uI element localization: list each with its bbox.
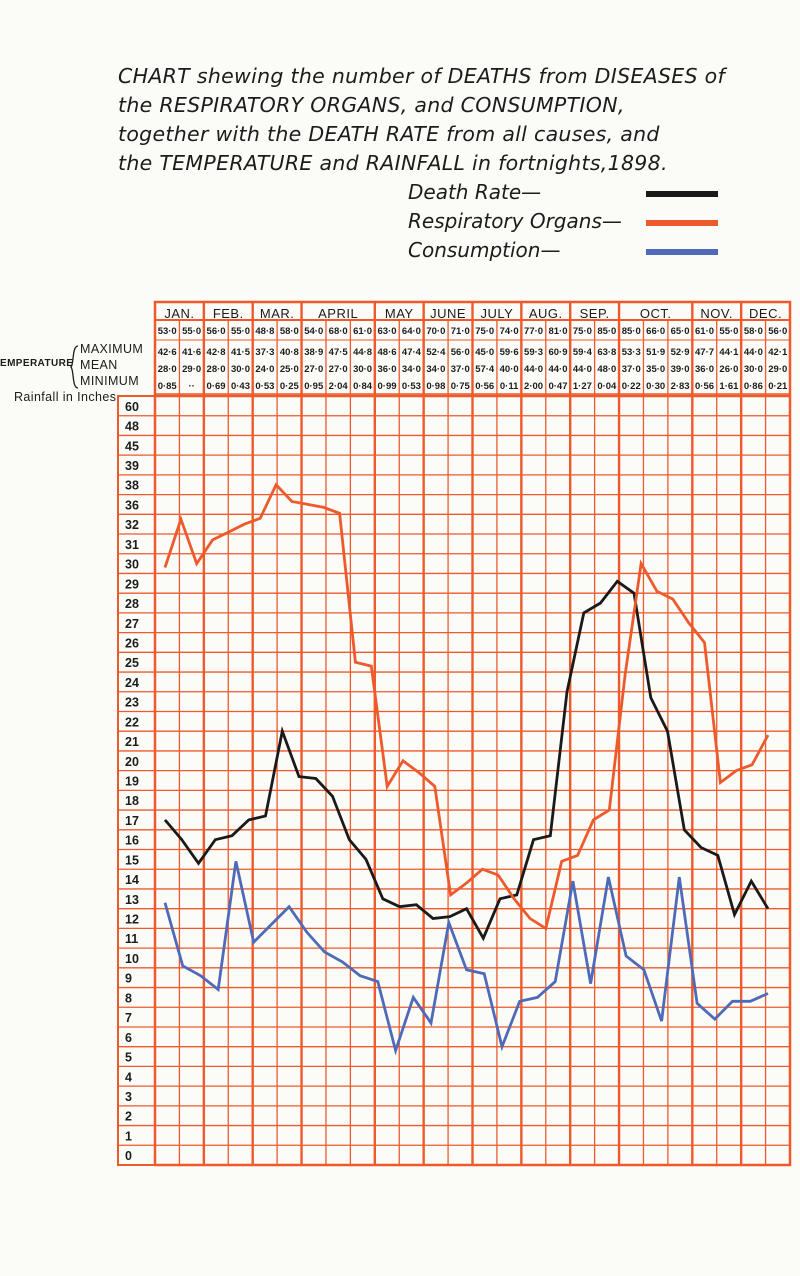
- table-cell-rainfall: 0·95: [304, 381, 324, 392]
- table-cell-maximum: 55·0: [182, 326, 202, 337]
- table-cell-mean: 59·4: [572, 347, 592, 358]
- month-label: OCT.: [639, 306, 672, 321]
- y-tick-label: 13: [125, 892, 139, 907]
- y-tick-label: 23: [125, 695, 139, 710]
- month-label: DEC.: [749, 306, 783, 321]
- table-cell-minimum: 57·4: [475, 364, 495, 375]
- table-cell-maximum: 63·0: [377, 326, 397, 337]
- label-mean: MEAN: [80, 358, 118, 372]
- table-cell-rainfall: 0·69: [206, 381, 226, 392]
- table-cell-minimum: 30·0: [743, 364, 763, 375]
- y-tick-label: 39: [125, 459, 139, 474]
- table-cell-mean: 44·0: [743, 347, 763, 358]
- month-label: MAR.: [259, 306, 295, 321]
- table-cell-maximum: 74·0: [499, 326, 519, 337]
- table-cell-maximum: 68·0: [328, 326, 348, 337]
- table-cell-mean: 63·8: [597, 347, 617, 358]
- table-cell-mean: 42·8: [206, 347, 226, 358]
- table-cell-minimum: 36·0: [377, 364, 397, 375]
- month-label: JULY: [480, 306, 514, 321]
- y-tick-label: 29: [125, 577, 139, 592]
- table-cell-mean: 44·8: [353, 347, 373, 358]
- table-cell-minimum: 44·0: [548, 364, 568, 375]
- month-label: AUG.: [528, 306, 563, 321]
- table-cell-mean: 47·4: [401, 347, 421, 358]
- title-line-3: together with the DEATH RATE from all causes, and: [118, 122, 660, 146]
- table-cell-maximum: 71·0: [450, 326, 470, 337]
- table-cell-rainfall: 0·30: [646, 381, 666, 392]
- table-cell-mean: 42·1: [768, 347, 788, 358]
- table-cell-mean: 48·6: [377, 347, 397, 358]
- y-tick-label: 17: [125, 813, 139, 828]
- table-cell-mean: 59·6: [499, 347, 519, 358]
- table-cell-rainfall: 0·04: [597, 381, 617, 392]
- table-cell-rainfall: 0·99: [377, 381, 397, 392]
- table-cell-rainfall: 0·25: [279, 381, 299, 392]
- series-respiratory-organs: [165, 485, 768, 929]
- y-tick-label: 3: [125, 1089, 132, 1104]
- table-cell-mean: 38·9: [304, 347, 324, 358]
- table-cell-minimum: 35·0: [646, 364, 666, 375]
- table-cell-maximum: 55·0: [719, 326, 739, 337]
- table-cell-rainfall: 0·53: [401, 381, 421, 392]
- table-cell-maximum: 66·0: [646, 326, 666, 337]
- y-tick-label: 5: [125, 1050, 132, 1065]
- y-tick-label: 4: [125, 1070, 132, 1085]
- y-tick-label: 30: [125, 557, 139, 572]
- y-tick-label: 8: [125, 991, 132, 1006]
- table-cell-minimum: 40·0: [499, 364, 519, 375]
- table-cell-minimum: 48·0: [597, 364, 617, 375]
- y-tick-label: 0: [125, 1149, 132, 1164]
- month-label: NOV.: [700, 306, 734, 321]
- table-cell-minimum: 37·0: [621, 364, 641, 375]
- y-tick-label: 31: [125, 537, 139, 552]
- table-cell-rainfall: 1·61: [719, 381, 739, 392]
- title-line-4: the TEMPERATURE and RAINFALL in fortnights,1898.: [118, 151, 668, 175]
- table-cell-maximum: 65·0: [670, 326, 690, 337]
- table-cell-mean: 56·0: [450, 347, 470, 358]
- table-cell-maximum: 61·0: [353, 326, 373, 337]
- y-tick-label: 21: [125, 735, 139, 750]
- table-cell-maximum: 70·0: [426, 326, 446, 337]
- table-cell-rainfall: 0·21: [768, 381, 788, 392]
- table-cell-minimum: 37·0: [450, 364, 470, 375]
- table-cell-rainfall: 2·00: [524, 381, 544, 392]
- table-cell-rainfall: 0·53: [255, 381, 275, 392]
- y-tick-label: 10: [125, 951, 139, 966]
- label-rainfall: Rainfall in Inches: [14, 390, 117, 404]
- month-label: JUNE: [430, 306, 467, 321]
- table-cell-minimum: 30·0: [353, 364, 373, 375]
- table-cell-maximum: 58·0: [743, 326, 763, 337]
- y-tick-label: 25: [125, 656, 139, 671]
- table-cell-minimum: 27·0: [328, 364, 348, 375]
- month-label: JAN.: [164, 306, 195, 321]
- table-cell-maximum: 56·0: [206, 326, 226, 337]
- table-cell-rainfall: 2·83: [670, 381, 690, 392]
- y-tick-label: 22: [125, 715, 139, 730]
- y-tick-label: 11: [125, 932, 139, 947]
- table-cell-mean: 53·3: [621, 347, 641, 358]
- y-tick-label: 19: [125, 774, 139, 789]
- table-cell-maximum: 75·0: [475, 326, 495, 337]
- table-cell-maximum: 56·0: [768, 326, 788, 337]
- series-consumption: [165, 861, 768, 1050]
- table-cell-minimum: 34·0: [426, 364, 446, 375]
- table-cell-rainfall: 0·86: [743, 381, 763, 392]
- table-cell-maximum: 54·0: [304, 326, 324, 337]
- table-cell-minimum: 44·0: [572, 364, 592, 375]
- table-cell-rainfall: 0·98: [426, 381, 446, 392]
- month-label: APRIL: [318, 306, 359, 321]
- table-cell-rainfall: 0·22: [621, 381, 641, 392]
- y-tick-label: 20: [125, 754, 139, 769]
- table-cell-maximum: 77·0: [524, 326, 544, 337]
- table-cell-minimum: 39·0: [670, 364, 690, 375]
- y-tick-label: 36: [125, 498, 139, 513]
- table-cell-mean: 40·8: [279, 347, 299, 358]
- table-cell-minimum: 29·0: [768, 364, 788, 375]
- table-cell-rainfall: 0·47: [548, 381, 568, 392]
- table-cell-maximum: 85·0: [597, 326, 617, 337]
- table-cell-maximum: 58·0: [279, 326, 299, 337]
- y-tick-label: 1: [125, 1129, 132, 1144]
- label-minimum: MINIMUM: [80, 374, 140, 388]
- table-cell-minimum: 24·0: [255, 364, 275, 375]
- table-cell-maximum: 53·0: [157, 326, 177, 337]
- table-cell-mean: 60·9: [548, 347, 568, 358]
- y-tick-label: 18: [125, 794, 139, 809]
- table-cell-rainfall: 0·85: [157, 381, 177, 392]
- y-tick-label: 38: [125, 478, 139, 493]
- y-tick-label: 32: [125, 518, 139, 533]
- table-cell-minimum: 27·0: [304, 364, 324, 375]
- y-tick-label: 48: [125, 419, 139, 434]
- table-cell-minimum: 28·0: [206, 364, 226, 375]
- table-cell-mean: 45·0: [475, 347, 495, 358]
- table-cell-maximum: 61·0: [695, 326, 715, 337]
- table-cell-maximum: 81·0: [548, 326, 568, 337]
- y-tick-label: 26: [125, 636, 139, 651]
- table-cell-mean: 47·5: [328, 347, 348, 358]
- table-cell-rainfall: 2·04: [328, 381, 348, 392]
- table-cell-mean: 59·3: [524, 347, 544, 358]
- y-tick-label: 9: [125, 971, 132, 986]
- y-tick-label: 45: [125, 439, 139, 454]
- table-cell-rainfall: 0·56: [475, 381, 495, 392]
- legend-respiratory-label: Respiratory Organs—: [408, 209, 622, 233]
- table-cell-minimum: 28·0: [157, 364, 177, 375]
- y-tick-label: 60: [125, 399, 139, 414]
- table-cell-mean: 52·9: [670, 347, 690, 358]
- y-tick-label: 27: [125, 616, 139, 631]
- y-tick-label: 12: [125, 912, 139, 927]
- table-cell-mean: 41·6: [182, 347, 202, 358]
- table-cell-minimum: 26·0: [719, 364, 739, 375]
- month-label: MAY: [384, 306, 414, 321]
- legend-death-rate-label: Death Rate—: [408, 180, 542, 204]
- month-label: SEP.: [579, 306, 610, 321]
- table-cell-minimum: 34·0: [401, 364, 421, 375]
- y-tick-label: 6: [125, 1030, 132, 1045]
- table-cell-rainfall: 0·75: [450, 381, 470, 392]
- table-cell-rainfall: 0·56: [695, 381, 715, 392]
- month-label: FEB.: [212, 306, 244, 321]
- table-cell-minimum: 25·0: [279, 364, 299, 375]
- table-cell-mean: 41·5: [230, 347, 250, 358]
- table-cell-mean: 37·3: [255, 347, 275, 358]
- y-tick-label: 28: [125, 597, 139, 612]
- table-cell-maximum: 64·0: [401, 326, 421, 337]
- y-tick-label: 15: [125, 853, 139, 868]
- y-tick-label: 2: [125, 1109, 132, 1124]
- table-cell-mean: 44·1: [719, 347, 739, 358]
- title-line-2: the RESPIRATORY ORGANS, and CONSUMPTION,: [118, 93, 625, 117]
- title-line-1: CHART shewing the number of DEATHS from DISEASES of: [118, 64, 726, 88]
- table-cell-maximum: 55·0: [230, 326, 250, 337]
- label-maximum: MAXIMUM: [80, 342, 144, 356]
- table-cell-rainfall: 1·27: [572, 381, 592, 392]
- table-cell-rainfall: 0·11: [499, 381, 519, 392]
- table-cell-maximum: 48·8: [255, 326, 275, 337]
- table-cell-minimum: 30·0: [230, 364, 250, 375]
- legend-consumption-label: Consumption—: [408, 238, 561, 262]
- y-tick-label: 7: [125, 1011, 132, 1026]
- table-cell-minimum: 36·0: [695, 364, 715, 375]
- label-temperature: EMPERATURE: [0, 358, 74, 369]
- table-cell-minimum: 29·0: [182, 364, 202, 375]
- table-cell-rainfall: 0·43: [230, 381, 250, 392]
- table-cell-rainfall: 0·84: [353, 381, 373, 392]
- y-tick-label: 24: [125, 675, 139, 690]
- y-tick-label: 16: [125, 833, 139, 848]
- y-tick-label: 14: [125, 873, 139, 888]
- table-cell-minimum: 44·0: [524, 364, 544, 375]
- table-cell-mean: 42·6: [157, 347, 177, 358]
- table-cell-mean: 52·4: [426, 347, 446, 358]
- table-cell-mean: 51·9: [646, 347, 666, 358]
- table-cell-maximum: 75·0: [572, 326, 592, 337]
- table-cell-rainfall: ··: [188, 381, 195, 392]
- table-cell-maximum: 85·0: [621, 326, 641, 337]
- table-cell-mean: 47·7: [695, 347, 715, 358]
